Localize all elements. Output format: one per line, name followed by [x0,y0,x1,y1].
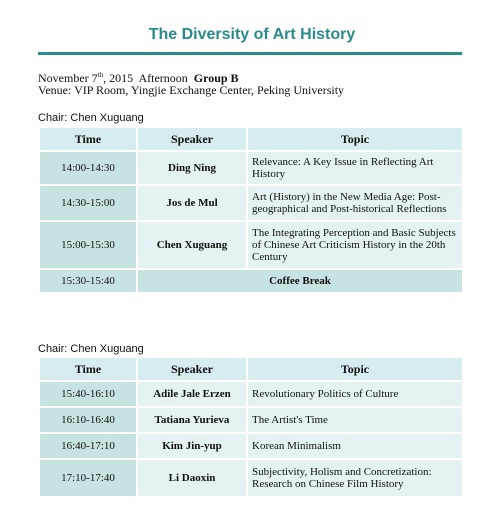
title-divider [38,52,462,55]
time-cell: 15:30-15:40 [40,270,136,292]
topic-cell: The Integrating Perception and Basic Subjects of Chinese Art Criticism History in the 20th Century [248,222,462,268]
table-row [40,186,462,220]
header-speaker: Speaker [138,358,246,380]
coffee-break-label: Coffee Break [138,270,462,292]
time-cell: 16:10-16:40 [40,408,136,432]
speaker-cell: Adile Jale Erzen [138,382,246,406]
session1-table [38,126,464,294]
time-cell: 17:10-17:40 [40,460,136,496]
speaker-cell: Ding Ning [138,152,246,184]
table-row [40,222,462,268]
session2-table [38,356,464,498]
coffee-break-row [40,270,462,292]
date-rest: , 2015 Afternoon [103,71,194,85]
table-header-row [40,128,462,150]
session2-chair: Chair: Chen Xuguang [38,343,144,355]
speaker-cell: Jos de Mul [138,186,246,220]
topic-cell: The Artist's Time [248,408,462,432]
venue-line: Venue: VIP Room, Yingjie Exchange Center, Peking University [38,83,345,97]
page-title: The Diversity of Art History [148,26,356,43]
time-cell: 14:30-15:00 [40,186,136,220]
time-cell: 16:40-17:10 [40,434,136,458]
speaker-cell: Tatiana Yurieva [138,408,246,432]
topic-cell: Art (History) in the New Media Age: Post-geographical and Post-historical Reflections [248,186,462,220]
table-row [40,152,462,184]
time-cell: 14:00-14:30 [40,152,136,184]
table-header-row [40,358,462,380]
header-speaker: Speaker [138,128,246,150]
table-row [40,434,462,458]
topic-cell: Subjectivity, Holism and Concretization: Research on Chinese Film History [248,460,462,496]
header-time: Time [40,358,136,380]
session1-chair: Chair: Chen Xuguang [38,112,144,124]
table-row [40,408,462,432]
topic-cell: Relevance: A Key Issue in Reflecting Art History [248,152,462,184]
speaker-cell: Li Daoxin [138,460,246,496]
group-label: Group B [193,71,239,85]
topic-cell: Revolutionary Politics of Culture [248,382,462,406]
topic-cell: Korean Minimalism [248,434,462,458]
table-row [40,382,462,406]
time-cell: 15:40-16:10 [40,382,136,406]
date-suffix: th [97,71,104,79]
table-row [40,460,462,496]
speaker-cell: Kim Jin-yup [138,434,246,458]
header-topic: Topic [248,128,462,150]
speaker-cell: Chen Xuguang [138,222,246,268]
date-text: November 7 [38,71,98,85]
header-topic: Topic [248,358,462,380]
header-time: Time [40,128,136,150]
time-cell: 15:00-15:30 [40,222,136,268]
